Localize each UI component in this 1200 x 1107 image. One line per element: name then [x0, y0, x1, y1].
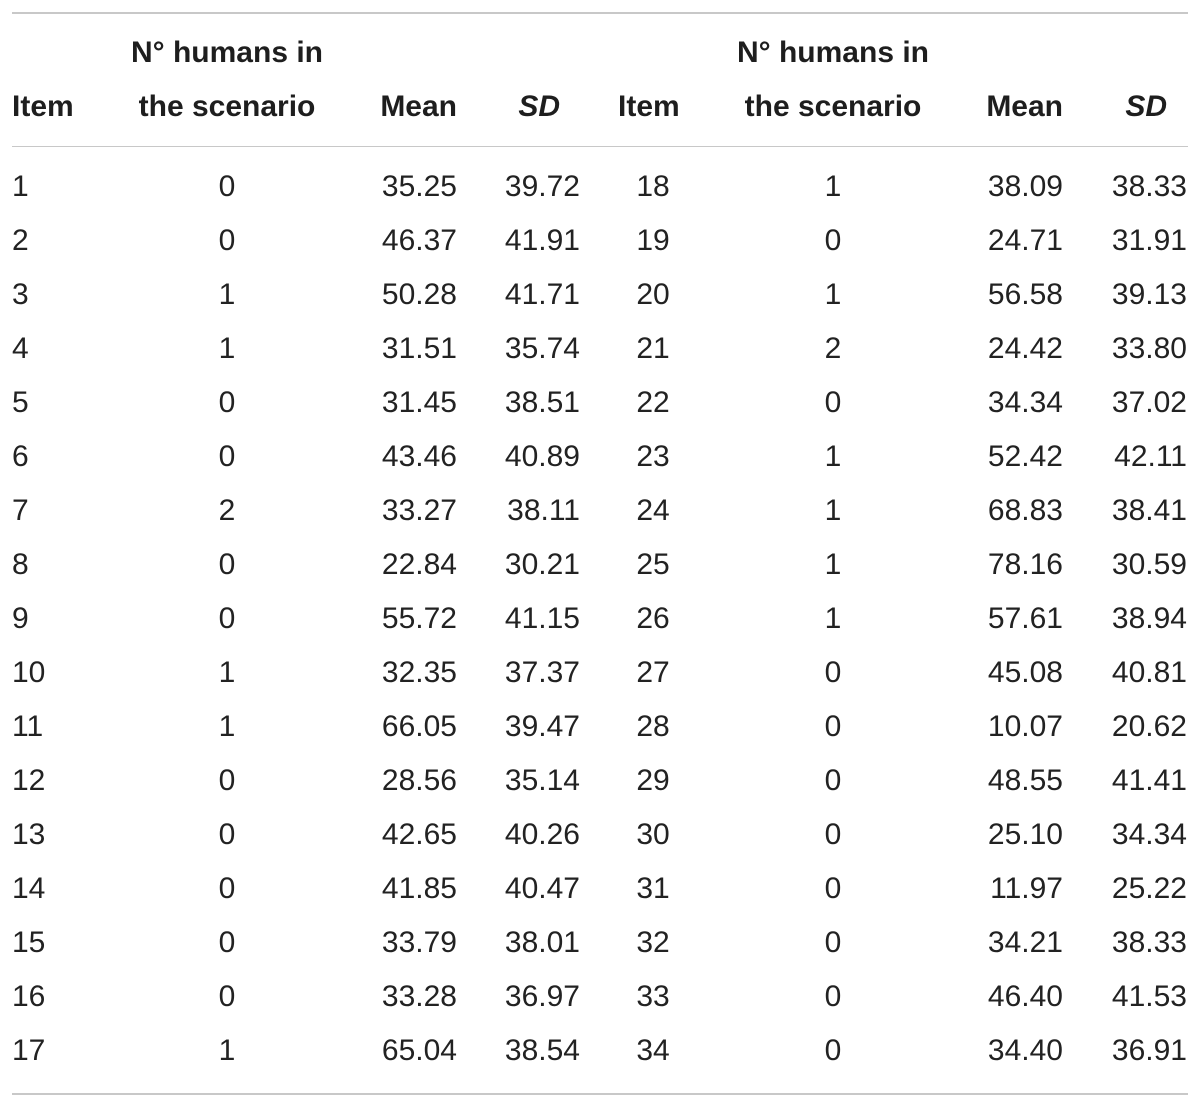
cell-left-humans: 0: [218, 764, 236, 797]
cell-right-humans: 1: [824, 548, 842, 581]
cell-right-sd: 42.11: [1114, 440, 1187, 473]
cell-left-mean: 28.56: [381, 764, 457, 797]
cell-right-humans: 0: [824, 224, 842, 257]
cell-right-humans: 1: [824, 602, 842, 635]
cell-left-item: 12: [12, 764, 46, 797]
cell-right-humans: 0: [824, 872, 842, 905]
cell-right-humans: 1: [824, 494, 842, 527]
cell-right-sd: 40.81: [1111, 656, 1187, 689]
cell-left-sd: 38.54: [504, 1034, 580, 1067]
table-bottom-rule: [12, 1093, 1188, 1095]
cell-right-mean: 57.61: [987, 602, 1063, 635]
cell-right-mean: 25.10: [987, 818, 1063, 851]
header-sd-right: SD: [1125, 90, 1167, 123]
cell-left-humans: 0: [218, 386, 236, 419]
cell-left-humans: 0: [218, 548, 236, 581]
cell-left-mean: 31.51: [381, 332, 457, 365]
cell-left-sd: 40.47: [504, 872, 580, 905]
cell-right-mean: 24.71: [987, 224, 1063, 257]
cell-left-sd: 41.71: [504, 278, 580, 311]
cell-right-mean: 52.42: [987, 440, 1063, 473]
cell-left-sd: 40.89: [504, 440, 580, 473]
cell-left-item: 17: [12, 1034, 46, 1067]
cell-right-mean: 38.09: [987, 170, 1063, 203]
header-humans-left-line1: N° humans in: [130, 36, 323, 69]
cell-right-humans: 1: [824, 170, 842, 203]
cell-left-item: 5: [12, 386, 29, 419]
cell-left-humans: 1: [218, 332, 236, 365]
cell-left-sd: 41.15: [504, 602, 580, 635]
cell-right-sd: 31.91: [1111, 224, 1187, 257]
cell-left-humans: 1: [218, 278, 236, 311]
cell-left-humans: 0: [218, 926, 236, 959]
cell-right-item: 25: [636, 548, 670, 581]
cell-right-humans: 0: [824, 386, 842, 419]
cell-right-mean: 68.83: [987, 494, 1063, 527]
cell-right-item: 22: [636, 386, 670, 419]
cell-left-item: 14: [12, 872, 46, 905]
cell-right-sd: 39.13: [1111, 278, 1187, 311]
cell-right-mean: 11.97: [990, 872, 1063, 905]
cell-right-item: 33: [636, 980, 670, 1013]
cell-left-mean: 43.46: [381, 440, 457, 473]
header-humans-right-line1: N° humans in: [736, 36, 929, 69]
cell-right-sd: 38.33: [1111, 926, 1187, 959]
cell-right-mean: 78.16: [987, 548, 1063, 581]
cell-left-sd: 38.51: [504, 386, 580, 419]
cell-left-sd: 35.74: [504, 332, 580, 365]
cell-right-sd: 34.34: [1111, 818, 1187, 851]
cell-left-sd: 39.47: [504, 710, 580, 743]
cell-left-mean: 35.25: [381, 170, 457, 203]
header-item-left: Item: [12, 90, 74, 123]
cell-left-item: 2: [12, 224, 29, 257]
cell-right-sd: 20.62: [1111, 710, 1187, 743]
cell-left-humans: 0: [218, 818, 236, 851]
cell-right-item: 19: [636, 224, 670, 257]
header-humans-right-line2: the scenario: [744, 90, 922, 123]
cell-left-item: 4: [12, 332, 29, 365]
cell-left-mean: 33.28: [381, 980, 457, 1013]
cell-left-humans: 0: [218, 224, 236, 257]
cell-right-sd: 37.02: [1111, 386, 1187, 419]
cell-left-humans: 0: [218, 872, 236, 905]
cell-left-item: 8: [12, 548, 29, 581]
cell-right-sd: 38.33: [1111, 170, 1187, 203]
cell-left-humans: 1: [218, 1034, 236, 1067]
cell-right-mean: 34.21: [987, 926, 1063, 959]
cell-right-item: 21: [636, 332, 670, 365]
cell-right-item: 28: [636, 710, 670, 743]
cell-right-humans: 0: [824, 710, 842, 743]
cell-right-mean: 45.08: [987, 656, 1063, 689]
cell-right-sd: 41.53: [1111, 980, 1187, 1013]
cell-left-humans: 2: [218, 494, 236, 527]
cell-left-mean: 65.04: [381, 1034, 457, 1067]
cell-left-item: 16: [12, 980, 46, 1013]
cell-right-humans: 2: [824, 332, 842, 365]
cell-right-item: 18: [636, 170, 670, 203]
cell-left-mean: 46.37: [381, 224, 457, 257]
cell-right-sd: 33.80: [1111, 332, 1187, 365]
cell-left-humans: 0: [218, 980, 236, 1013]
cell-right-humans: 1: [824, 278, 842, 311]
cell-right-mean: 34.34: [987, 386, 1063, 419]
cell-right-sd: 38.94: [1111, 602, 1187, 635]
cell-left-mean: 66.05: [381, 710, 457, 743]
header-item-right: Item: [618, 90, 680, 123]
cell-left-sd: 38.01: [504, 926, 580, 959]
cell-right-humans: 0: [824, 764, 842, 797]
cell-right-item: 29: [636, 764, 670, 797]
cell-left-sd: 30.21: [504, 548, 580, 581]
cell-right-sd: 38.41: [1111, 494, 1187, 527]
cell-right-humans: 0: [824, 656, 842, 689]
header-mean-right: Mean: [986, 90, 1063, 123]
cell-left-humans: 1: [218, 710, 236, 743]
cell-left-humans: 0: [218, 440, 236, 473]
cell-left-mean: 42.65: [381, 818, 457, 851]
cell-left-item: 7: [12, 494, 29, 527]
cell-right-item: 26: [636, 602, 670, 635]
cell-left-humans: 0: [218, 170, 236, 203]
cell-left-humans: 1: [218, 656, 236, 689]
cell-left-item: 11: [12, 710, 44, 743]
cell-right-item: 32: [636, 926, 670, 959]
cell-left-sd: 35.14: [504, 764, 580, 797]
cell-right-sd: 36.91: [1111, 1034, 1187, 1067]
cell-right-item: 20: [636, 278, 670, 311]
cell-left-mean: 32.35: [381, 656, 457, 689]
cell-left-sd: 36.97: [504, 980, 580, 1013]
cell-right-item: 34: [636, 1034, 670, 1067]
cell-left-mean: 41.85: [381, 872, 457, 905]
cell-left-item: 13: [12, 818, 46, 851]
cell-left-sd: 38.11: [507, 494, 580, 527]
cell-left-item: 9: [12, 602, 29, 635]
cell-right-item: 31: [636, 872, 670, 905]
cell-left-sd: 41.91: [504, 224, 580, 257]
cell-left-item: 1: [12, 170, 29, 203]
cell-right-humans: 0: [824, 926, 842, 959]
cell-left-mean: 33.27: [381, 494, 457, 527]
header-sd-left: SD: [518, 90, 560, 123]
cell-right-mean: 10.07: [987, 710, 1063, 743]
cell-right-item: 27: [636, 656, 670, 689]
cell-right-humans: 0: [824, 1034, 842, 1067]
cell-left-mean: 50.28: [381, 278, 457, 311]
table-top-rule: [12, 12, 1188, 14]
cell-right-mean: 46.40: [987, 980, 1063, 1013]
cell-left-item: 15: [12, 926, 46, 959]
cell-left-item: 10: [12, 656, 46, 689]
header-humans-left-line2: the scenario: [138, 90, 316, 123]
cell-right-sd: 25.22: [1111, 872, 1187, 905]
cell-left-item: 3: [12, 278, 29, 311]
cell-right-humans: 0: [824, 980, 842, 1013]
cell-right-mean: 56.58: [987, 278, 1063, 311]
cell-right-mean: 34.40: [987, 1034, 1063, 1067]
cell-left-sd: 39.72: [504, 170, 580, 203]
cell-right-mean: 48.55: [987, 764, 1063, 797]
cell-left-mean: 31.45: [381, 386, 457, 419]
cell-left-sd: 40.26: [504, 818, 580, 851]
cell-left-mean: 22.84: [381, 548, 457, 581]
cell-right-item: 30: [636, 818, 670, 851]
header-rule: [12, 146, 1188, 147]
cell-right-humans: 0: [824, 818, 842, 851]
cell-right-sd: 30.59: [1111, 548, 1187, 581]
cell-right-item: 24: [636, 494, 670, 527]
cell-right-mean: 24.42: [987, 332, 1063, 365]
cell-right-item: 23: [636, 440, 670, 473]
cell-right-humans: 1: [824, 440, 842, 473]
cell-left-mean: 55.72: [381, 602, 457, 635]
cell-left-humans: 0: [218, 602, 236, 635]
cell-left-sd: 37.37: [504, 656, 580, 689]
cell-left-item: 6: [12, 440, 29, 473]
cell-left-mean: 33.79: [381, 926, 457, 959]
cell-right-sd: 41.41: [1111, 764, 1187, 797]
header-mean-left: Mean: [380, 90, 457, 123]
